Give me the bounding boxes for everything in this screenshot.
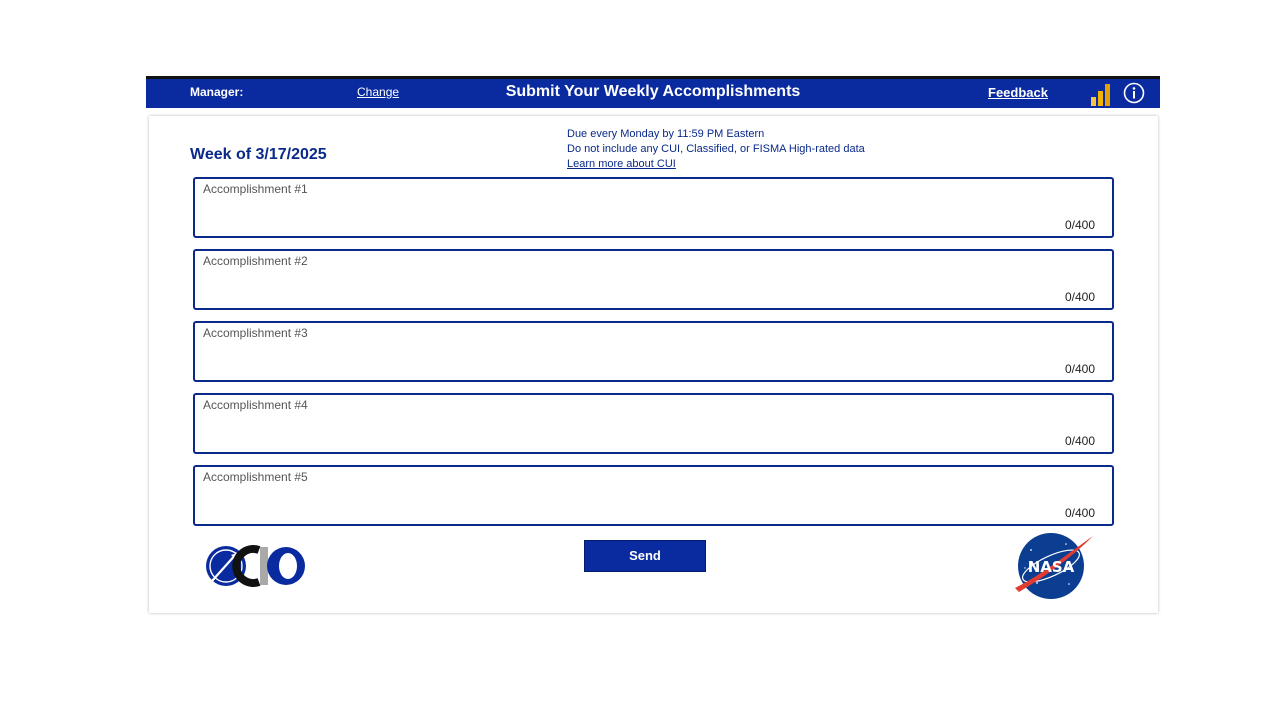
bar-chart-icon[interactable] bbox=[1090, 83, 1112, 106]
accomplishment-3-input[interactable] bbox=[193, 321, 1114, 382]
accomplishment-1-placeholder: Accomplishment #1 bbox=[203, 182, 308, 196]
nasa-logo-text: NASA bbox=[1027, 558, 1075, 576]
accomplishment-1-counter: 0/400 bbox=[1064, 218, 1095, 232]
change-manager-link[interactable]: Change bbox=[357, 85, 400, 99]
week-title: Week of 3/17/2025 bbox=[190, 146, 327, 163]
accomplishment-5-placeholder: Accomplishment #5 bbox=[203, 470, 308, 484]
accomplishment-3-placeholder: Accomplishment #3 bbox=[203, 326, 308, 340]
send-button[interactable]: Send bbox=[584, 540, 706, 572]
page-title: Submit Your Weekly Accomplishments bbox=[505, 83, 801, 100]
accomplishment-4-placeholder: Accomplishment #4 bbox=[203, 398, 308, 412]
due-notice: Due every Monday by 11:59 PM Eastern bbox=[567, 128, 765, 140]
accomplishment-5-counter: 0/400 bbox=[1064, 506, 1095, 520]
accomplishment-3-counter: 0/400 bbox=[1064, 362, 1095, 376]
accomplishment-2-counter: 0/400 bbox=[1064, 290, 1095, 304]
accomplishment-2-placeholder: Accomplishment #2 bbox=[203, 254, 308, 268]
ocio-logo bbox=[204, 544, 308, 588]
submission-notice bbox=[567, 127, 865, 172]
manager-label: Manager: bbox=[190, 85, 244, 99]
nasa-meatball-logo bbox=[1011, 530, 1097, 600]
feedback-link[interactable]: Feedback bbox=[988, 85, 1048, 100]
info-icon[interactable] bbox=[1123, 82, 1145, 104]
accomplishment-1-input[interactable] bbox=[193, 177, 1114, 238]
data-restriction-notice: Do not include any CUI, Classified, or FISMA High-rated data bbox=[567, 143, 865, 155]
accomplishment-4-counter: 0/400 bbox=[1064, 434, 1095, 448]
form-card bbox=[149, 116, 1158, 613]
learn-more-cui-link[interactable]: Learn more about CUI bbox=[567, 158, 676, 170]
accomplishment-4-input[interactable] bbox=[193, 393, 1114, 454]
header-bar bbox=[146, 76, 1160, 108]
accomplishment-5-input[interactable] bbox=[193, 465, 1114, 526]
accomplishment-2-input[interactable] bbox=[193, 249, 1114, 310]
app-window bbox=[146, 76, 1160, 614]
